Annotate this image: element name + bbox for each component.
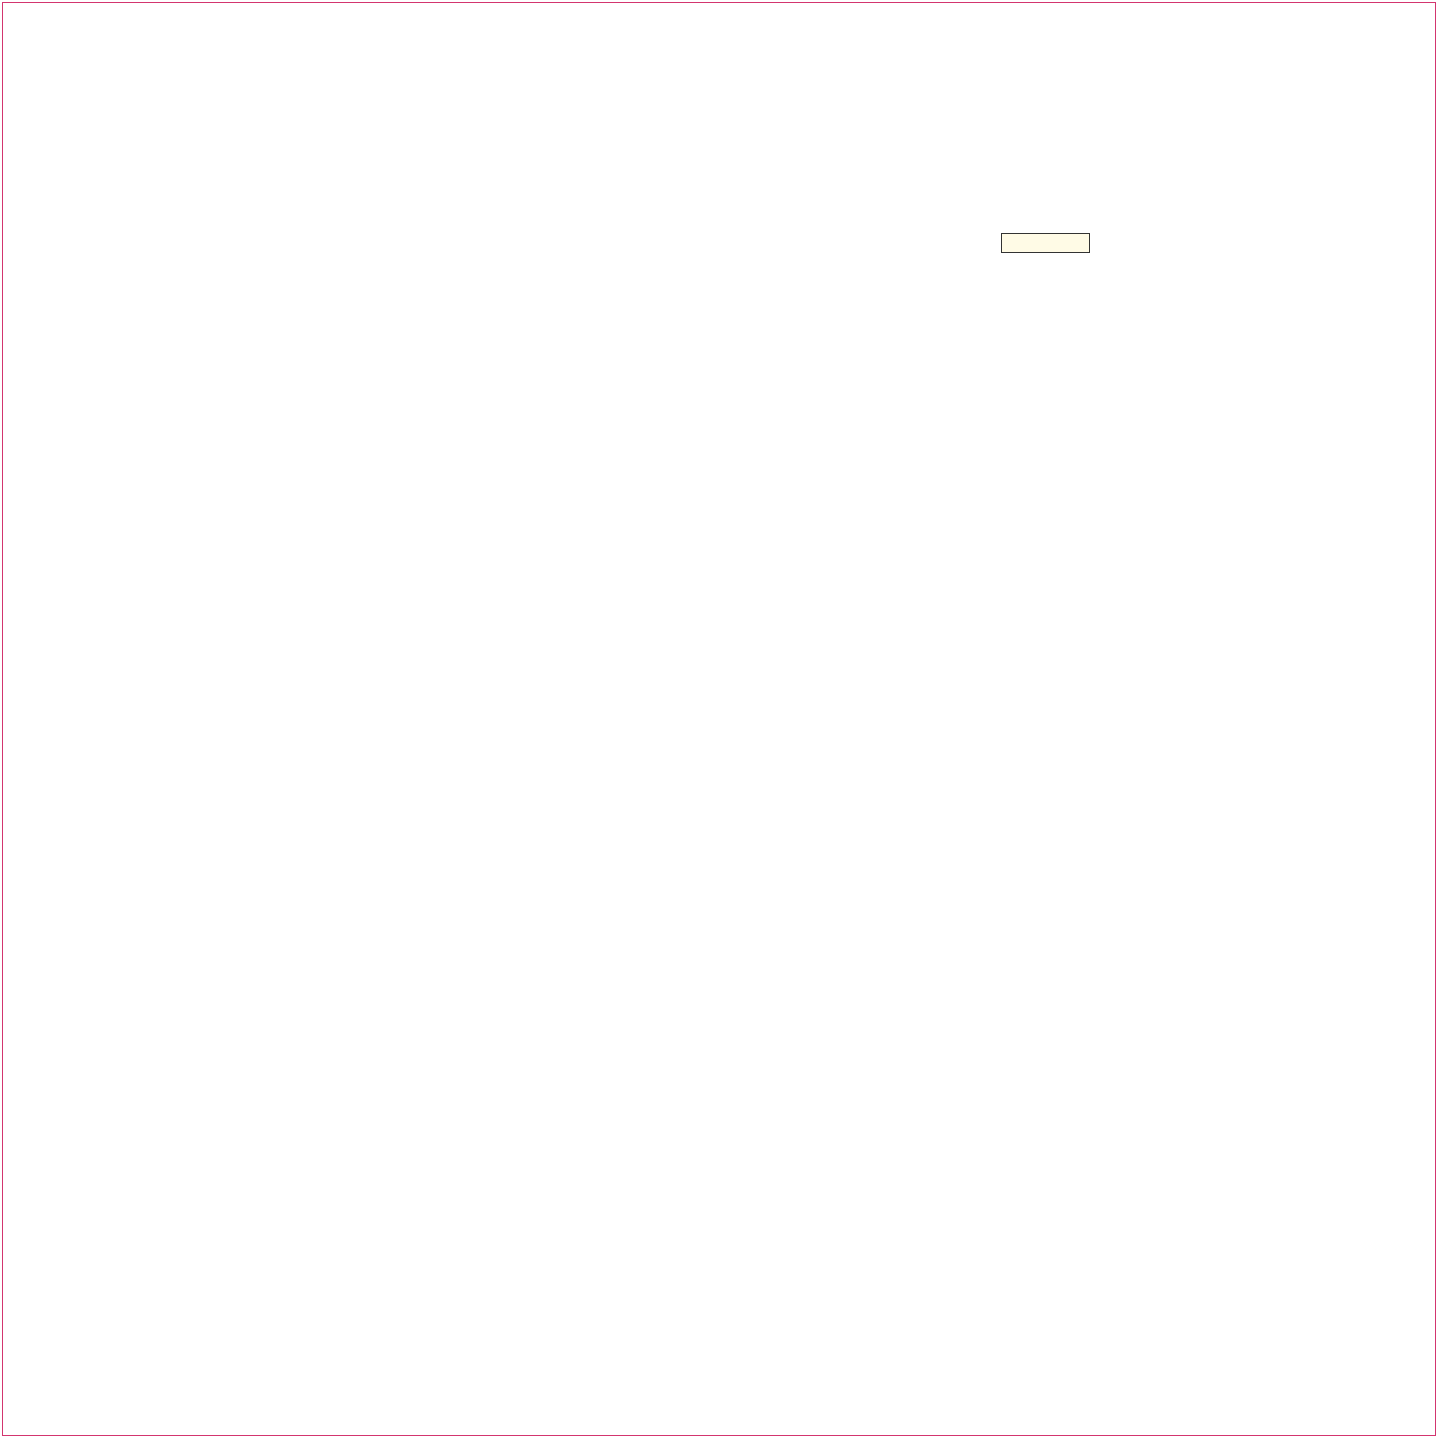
page-frame [2, 2, 1436, 1436]
date-field[interactable] [1001, 233, 1090, 253]
